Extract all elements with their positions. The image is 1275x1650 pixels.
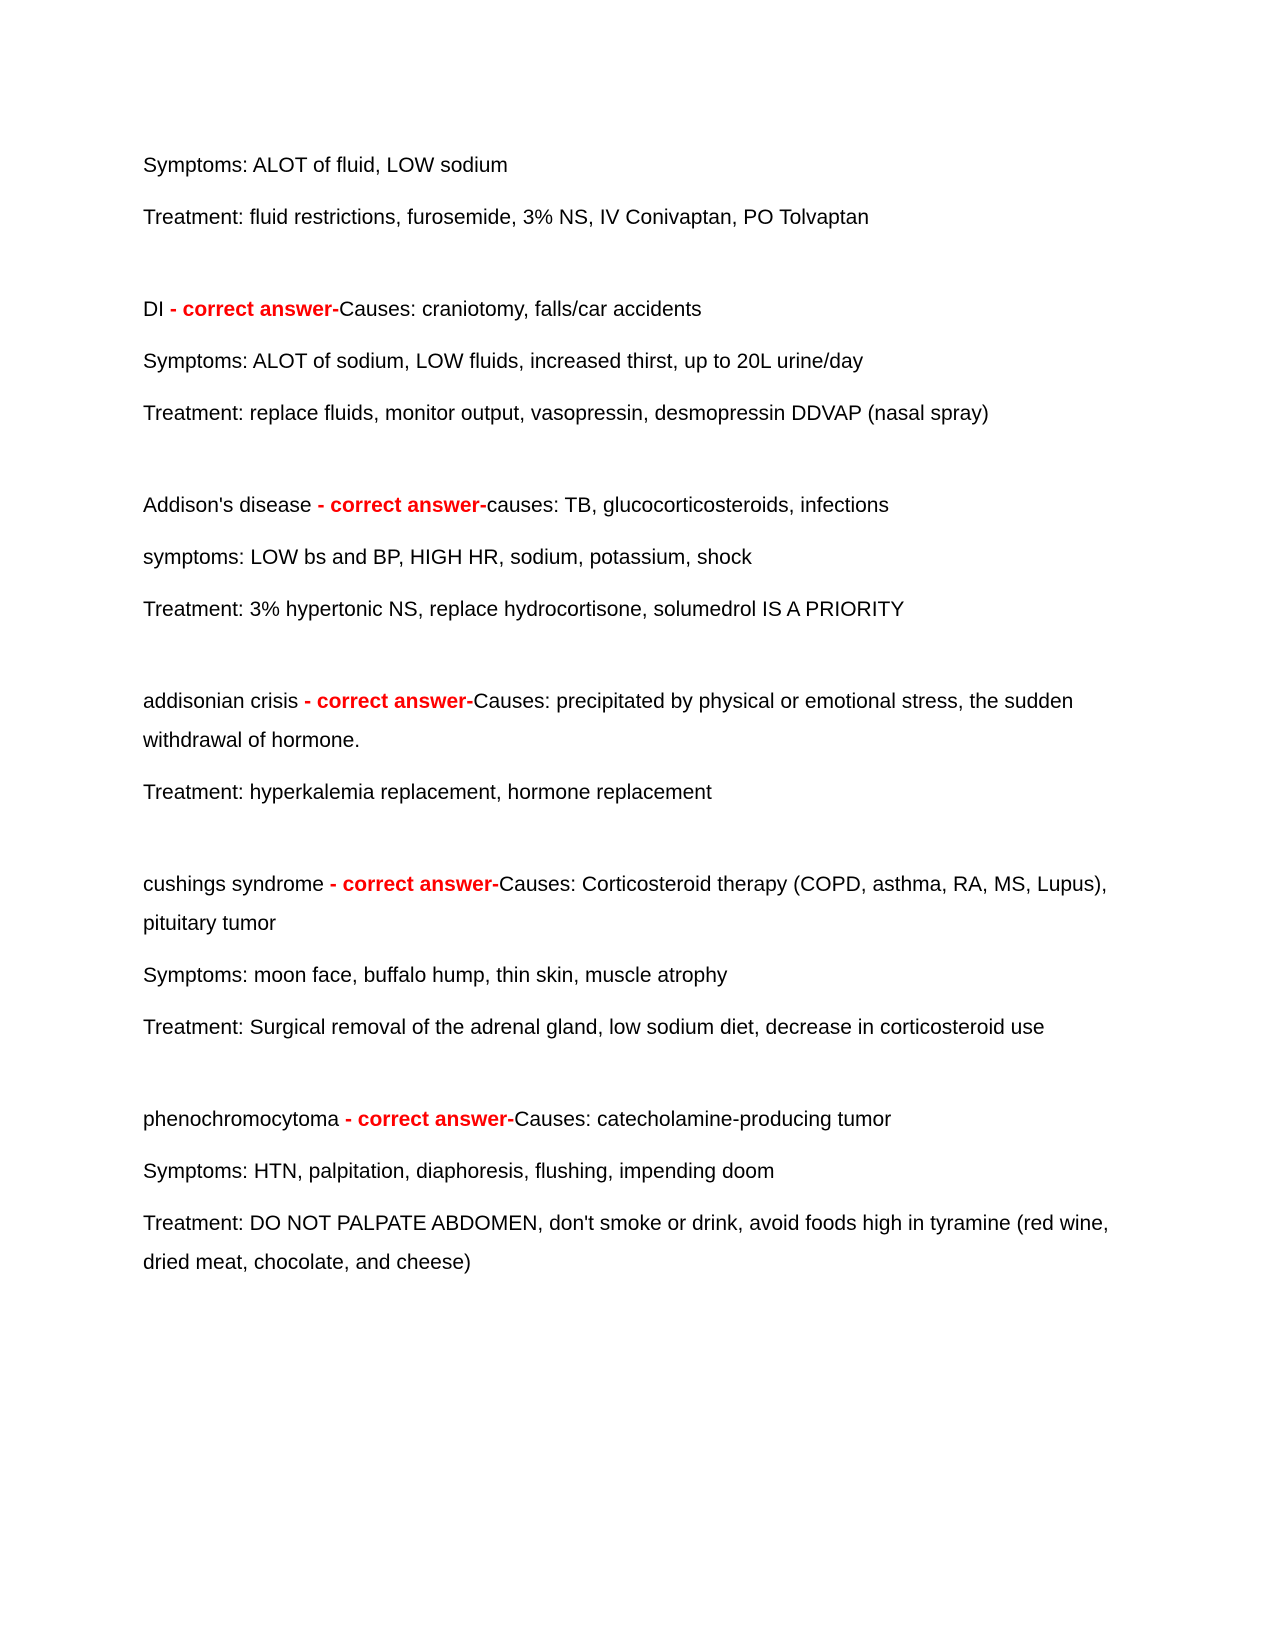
paragraph — [143, 956, 1135, 995]
paragraph — [143, 146, 1135, 185]
paragraph — [143, 486, 1135, 525]
text-run: phenochromocytoma — [143, 1108, 345, 1131]
correct-answer-marker: - correct answer- — [304, 690, 474, 713]
paragraph — [143, 773, 1135, 812]
text-run: Symptoms: HTN, palpitation, diaphoresis, flushing, impending doom — [143, 1160, 775, 1183]
text-run: Treatment: replace fluids, monitor output, vasopressin, desmopressin DDVAP (nasal spray) — [143, 402, 989, 425]
paragraph — [143, 394, 1135, 433]
paragraph — [143, 1008, 1135, 1047]
text-run: Treatment: Surgical removal of the adrenal gland, low sodium diet, decrease in corticosteroid use — [143, 1016, 1045, 1039]
correct-answer-marker: - correct answer- — [344, 1108, 515, 1131]
text-run: DI — [143, 298, 170, 321]
correct-answer-marker: - correct answer- — [329, 873, 499, 896]
text-run: Treatment: fluid restrictions, furosemide, 3% NS, IV Conivaptan, PO Tolvaptan — [143, 206, 869, 229]
text-run: causes: TB, glucocorticosteroids, infections — [486, 494, 889, 517]
paragraph — [143, 342, 1135, 381]
text-run: Causes: craniotomy, falls/car accidents — [339, 298, 702, 321]
correct-answer-marker: - correct answer- — [317, 494, 487, 517]
text-run: Causes: precipitated by physical or emotional stress, the sudden withdrawal of hormone. — [143, 690, 1074, 752]
paragraph — [143, 590, 1135, 629]
text-run: Symptoms: ALOT of sodium, LOW fluids, increased thirst, up to 20L urine/day — [143, 350, 864, 373]
text-run: Treatment: DO NOT PALPATE ABDOMEN, don't smoke or drink, avoid foods high in tyramine (red wine, dried meat, chocolate, and cheese) — [143, 1212, 1109, 1274]
text-run: symptoms: LOW bs and BP, HIGH HR, sodium, potassium, shock — [143, 546, 752, 569]
text-run: addisonian crisis — [143, 690, 305, 713]
text-run: Treatment: hyperkalemia replacement, hormone replacement — [143, 781, 712, 804]
paragraph — [143, 865, 1135, 943]
paragraph — [143, 682, 1135, 760]
text-run: Addison's disease — [143, 494, 318, 517]
text-run: Symptoms: moon face, buffalo hump, thin skin, muscle atrophy — [143, 964, 728, 987]
text-run: Treatment: 3% hypertonic NS, replace hydrocortisone, solumedrol IS A PRIORITY — [143, 598, 905, 621]
document-content — [143, 146, 1135, 1282]
paragraph — [143, 1100, 1135, 1139]
text-run: Causes: Corticosteroid therapy (COPD, asthma, RA, MS, Lupus), pituitary tumor — [143, 873, 1108, 935]
text-run: Causes: catecholamine-producing tumor — [514, 1108, 892, 1131]
paragraph — [143, 198, 1135, 237]
paragraph — [143, 538, 1135, 577]
paragraph — [143, 1204, 1135, 1282]
paragraph — [143, 1152, 1135, 1191]
text-run: cushings syndrome — [143, 873, 330, 896]
text-run: Symptoms: ALOT of fluid, LOW sodium — [143, 154, 508, 177]
paragraph — [143, 290, 1135, 329]
correct-answer-marker: - correct answer- — [169, 298, 340, 321]
